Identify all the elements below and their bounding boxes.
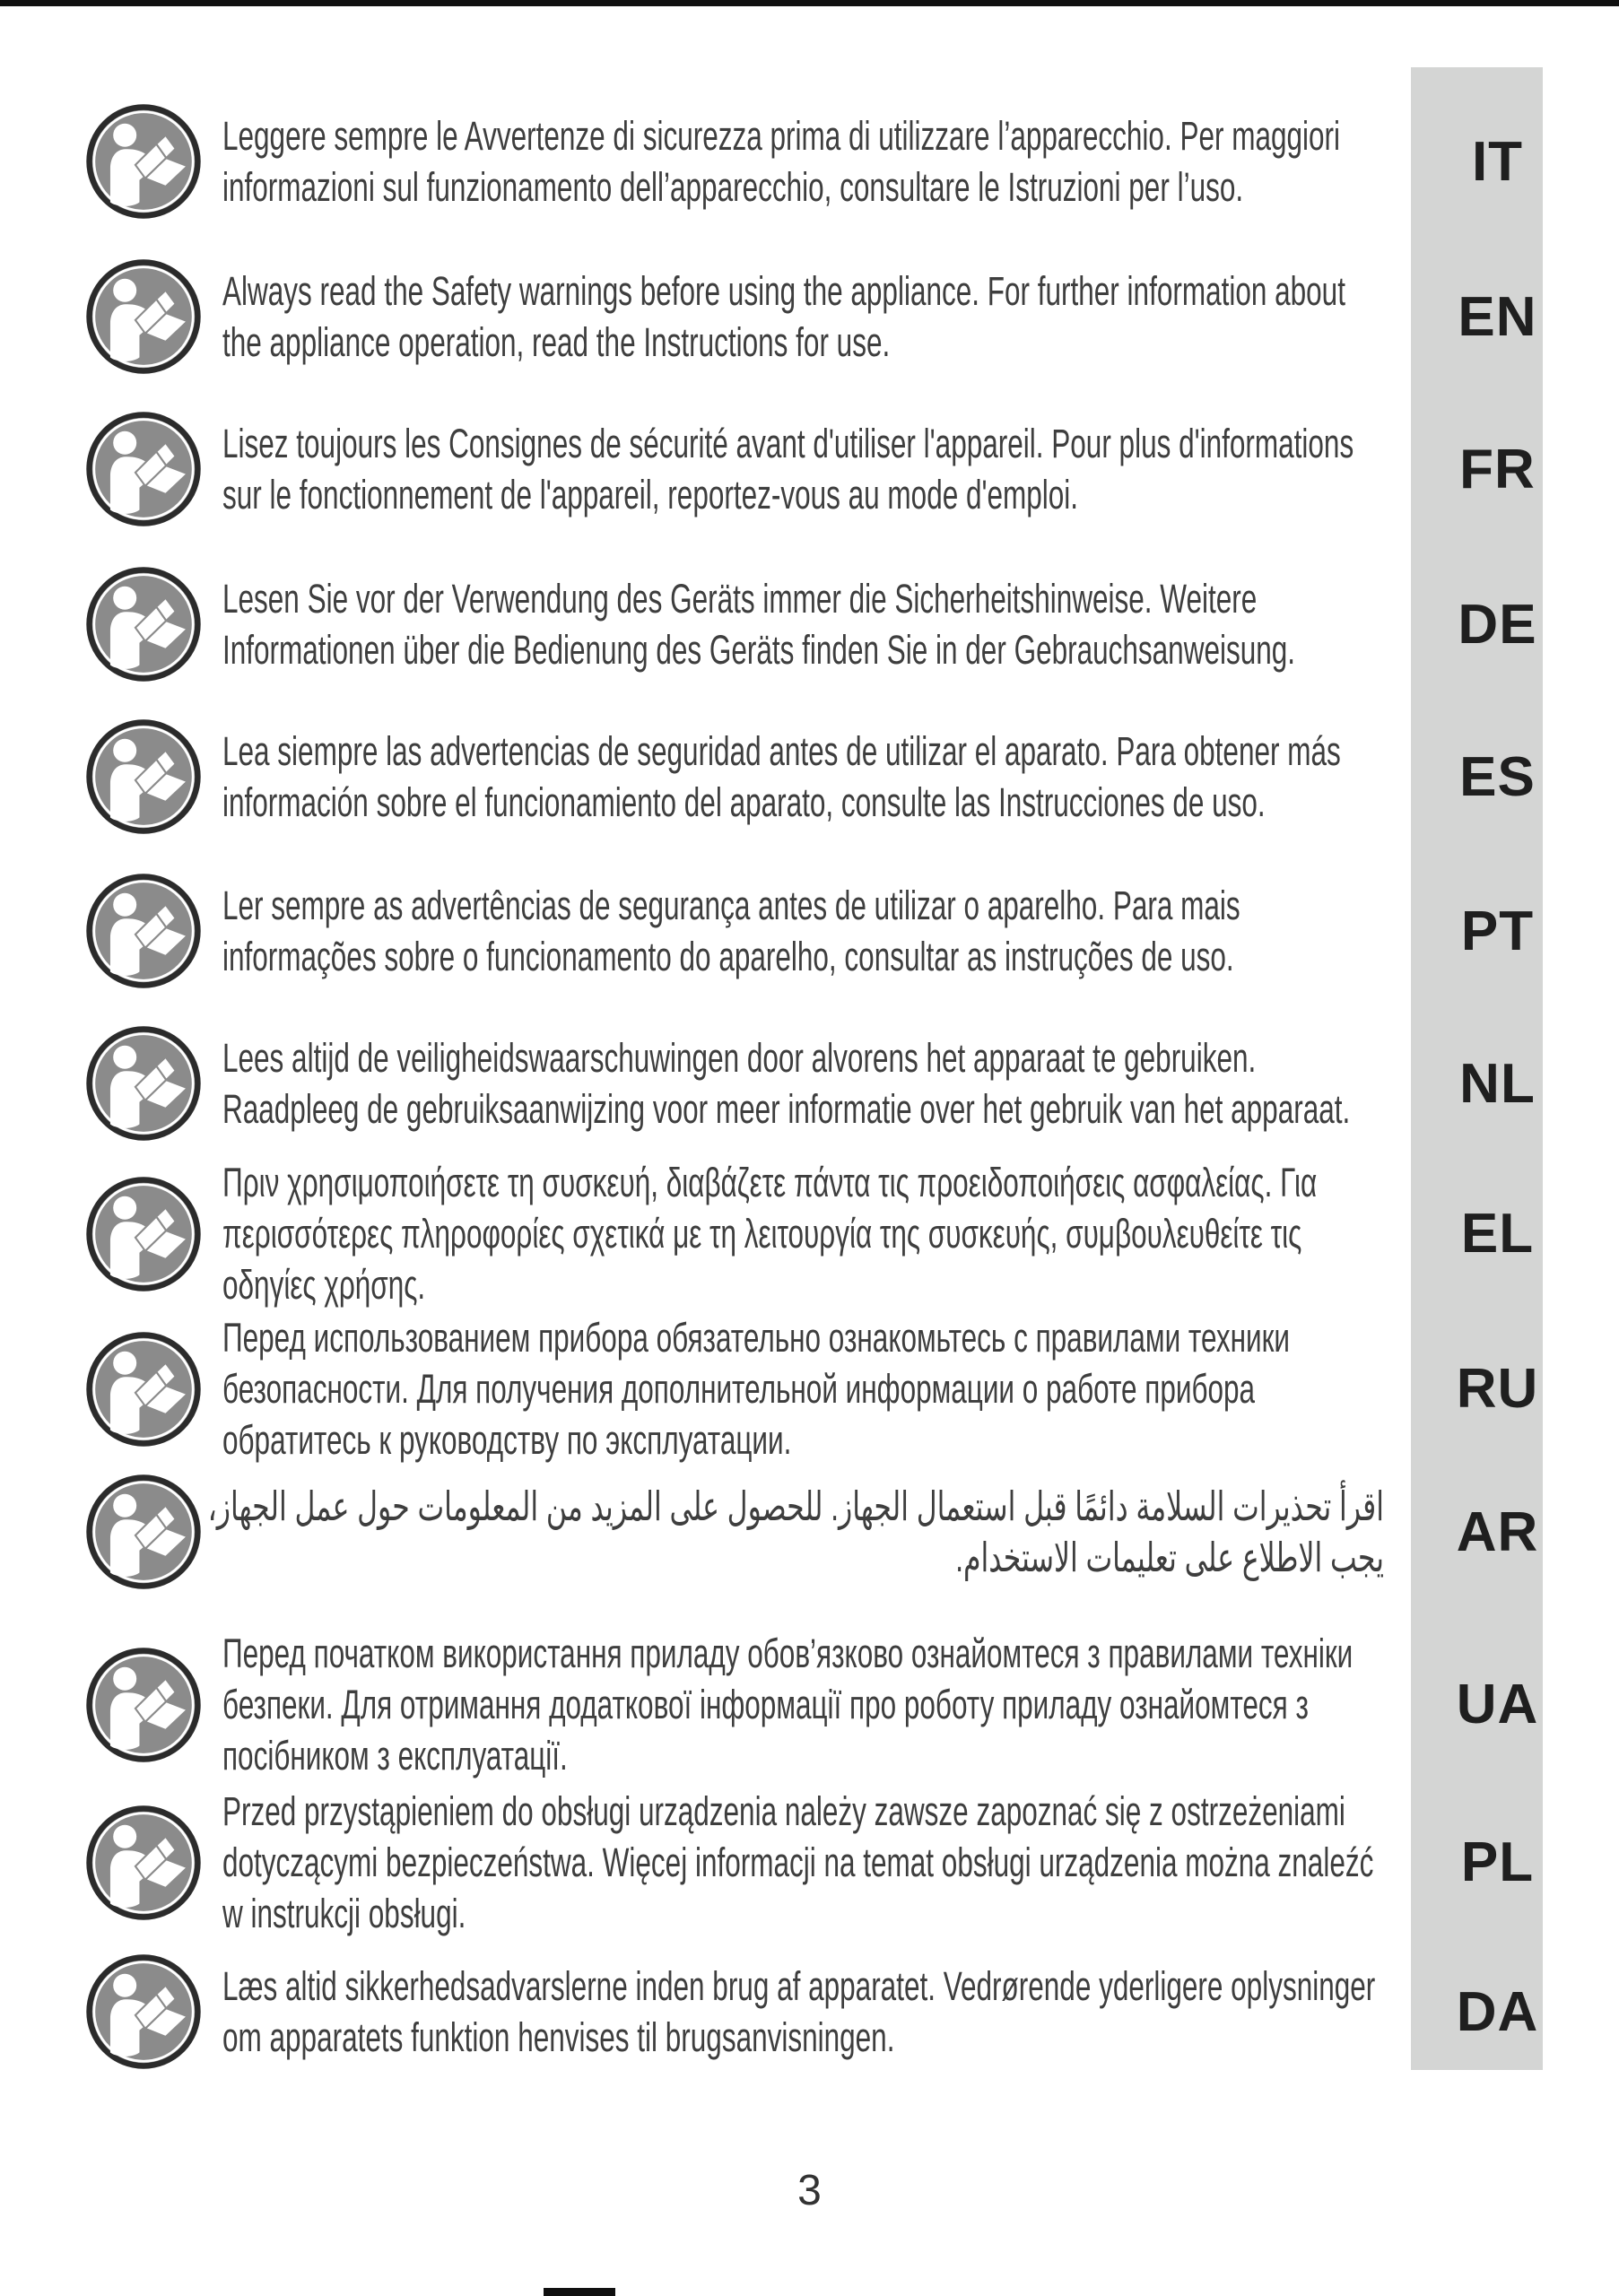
warning-line: sur le fonctionnement de l'appareil, reportez-vous au mode d'emploi.: [222, 472, 1079, 517]
warning-line: Lea siempre las advertencias de seguridad antes de utilizar el aparato. Para obtener más: [222, 728, 1341, 774]
language-row-fr: [85, 411, 1543, 527]
warning-line: Informationen über die Bedienung des Geräts finden Sie in der Gebrauchsanweisung.: [222, 627, 1296, 673]
read-manual-icon: [85, 1025, 202, 1142]
language-row-ua: [85, 1628, 1543, 1781]
warning-text-da: [222, 1961, 1384, 2063]
read-manual-icon: [85, 566, 202, 683]
warning-line: безопасности. Для получения дополнительной информации о работе прибора: [222, 1366, 1256, 1412]
warning-line: the appliance operation, read the Instructions for use.: [222, 319, 891, 365]
language-code-ru: RU: [1456, 1358, 1539, 1420]
language-row-ru: [85, 1312, 1543, 1465]
warning-line: informazioni sul funzionamento dell’apparecchio, consultare le Istruzioni per l’uso.: [222, 164, 1244, 210]
read-manual-icon: [85, 873, 202, 989]
read-manual-icon: [85, 1647, 202, 1763]
warning-text-pl: [222, 1786, 1384, 1939]
language-row-es: [85, 718, 1543, 835]
warning-text-it: [222, 110, 1384, 213]
language-row-it: [85, 103, 1543, 220]
language-row-el: [85, 1157, 1543, 1310]
language-code-fr: FR: [1459, 438, 1536, 500]
language-code-it: IT: [1471, 130, 1524, 193]
warning-text-nl: [222, 1032, 1384, 1135]
language-row-pl: [85, 1786, 1543, 1939]
read-manual-icon: [85, 1953, 202, 2070]
read-manual-icon: [85, 103, 202, 220]
warning-text-ua: [222, 1628, 1384, 1781]
scan-edge-top: [0, 0, 1619, 6]
language-row-en: [85, 258, 1543, 375]
warning-line: Перед початком використання приладу обов’язково ознайомтеся з правилами техніки: [222, 1631, 1354, 1676]
scan-mark: [544, 2288, 615, 2296]
read-manual-icon: [85, 258, 202, 375]
warning-line: обратитесь к руководству по эксплуатации.: [222, 1417, 792, 1463]
language-row-nl: [85, 1025, 1543, 1142]
language-code-de: DE: [1458, 593, 1537, 656]
warning-text-es: [222, 726, 1384, 828]
warning-text-de: [222, 573, 1384, 675]
warning-text-fr: [222, 418, 1384, 520]
warning-text-en: [222, 265, 1384, 368]
read-manual-icon: [85, 1176, 202, 1292]
language-code-nl: NL: [1459, 1052, 1536, 1115]
warning-line: περισσότερες πληροφορίες σχετικά με τη λειτουργία της συσκευής, συμβουλευθείτε τις: [222, 1211, 1302, 1257]
warning-line: om apparatets funktion henvises til brugsanvisningen.: [222, 2014, 895, 2060]
warning-rows: [85, 103, 1543, 2070]
language-row-ar: [85, 1474, 1543, 1590]
warning-line: Lees altijd de veiligheidswaarschuwingen door alvorens het apparaat te gebruiken.: [222, 1035, 1257, 1081]
warning-line: Always read the Safety warnings before using the appliance. For further information about: [222, 268, 1345, 314]
language-code-es: ES: [1459, 745, 1536, 808]
language-code-ar: AR: [1456, 1500, 1539, 1563]
language-row-de: [85, 566, 1543, 683]
warning-line: يجب الاطلاع على تعليمات الاستخدام.: [955, 1535, 1384, 1580]
read-manual-icon: [85, 718, 202, 835]
language-code-pl: PL: [1460, 1831, 1535, 1893]
warning-text-ar: [207, 1481, 1384, 1583]
warning-line: Πριν χρησιμοποιήσετε τη συσκευή, διαβάζετε πάντα τις προειδοποιήσεις ασφαλείας. Για: [222, 1160, 1318, 1205]
warning-line: Læs altid sikkerhedsadvarslerne inden brug af apparatet. Vedrørende yderligere oplysninger: [222, 1963, 1376, 2009]
read-manual-icon: [85, 1474, 202, 1590]
warning-line: اقرأ تحذيرات السلامة دائمًا قبل استعمال الجهاز. للحصول على المزيد من المعلومات حول عمل الجهاز،: [207, 1483, 1384, 1529]
warning-line: Lesen Sie vor der Verwendung des Geräts immer die Sicherheitshinweise. Weitere: [222, 576, 1258, 622]
read-manual-icon: [85, 1331, 202, 1448]
read-manual-icon: [85, 411, 202, 527]
warning-line: безпеки. Для отримання додаткової інформації про роботу приладу ознайомтеся з: [222, 1682, 1309, 1727]
language-row-pt: [85, 873, 1543, 989]
warning-line: dotyczącymi bezpieczeństwa. Więcej informacji na temat obsługi urządzenia można znaleźć: [222, 1839, 1374, 1885]
read-manual-icon: [85, 1805, 202, 1921]
language-code-el: EL: [1460, 1203, 1535, 1265]
warning-line: Raadpleeg de gebruiksaanwijzing voor meer informatie over het gebruik van het apparaat.: [222, 1086, 1351, 1132]
language-code-da: DA: [1456, 1980, 1539, 2043]
language-code-ua: UA: [1456, 1674, 1539, 1735]
warning-text-ru: [222, 1312, 1384, 1465]
language-row-da: [85, 1953, 1543, 2070]
language-code-en: EN: [1458, 285, 1537, 348]
warning-line: Leggere sempre le Avvertenze di sicurezza prima di utilizzare l’apparecchio. Per maggiori: [222, 113, 1341, 159]
warning-line: w instrukcji obsługi.: [222, 1891, 466, 1936]
warning-line: Lisez toujours les Consignes de sécurité avant d'utiliser l'appareil. Pour plus d'informations: [222, 421, 1354, 466]
warning-line: información sobre el funcionamiento del aparato, consulte las Instrucciones de uso.: [222, 779, 1266, 825]
page-number: 3: [797, 2167, 822, 2214]
warning-line: Przed przystąpieniem do obsługi urządzenia należy zawsze zapoznać się z ostrzeżeniami: [222, 1788, 1345, 1834]
warning-line: Перед использованием прибора обязательно ознакомьтесь с правилами техники: [222, 1315, 1290, 1361]
warning-line: Ler sempre as advertências de segurança antes de utilizar o aparelho. Para mais: [222, 883, 1240, 928]
warning-line: посібником з експлуатації.: [222, 1733, 568, 1779]
warning-line: informações sobre o funcionamento do aparelho, consultar as instruções de uso.: [222, 934, 1234, 979]
warning-line: οδηγίες χρήσης.: [222, 1262, 426, 1308]
warning-text-el: [222, 1157, 1384, 1310]
warning-text-pt: [222, 880, 1384, 982]
language-code-pt: PT: [1460, 900, 1535, 962]
